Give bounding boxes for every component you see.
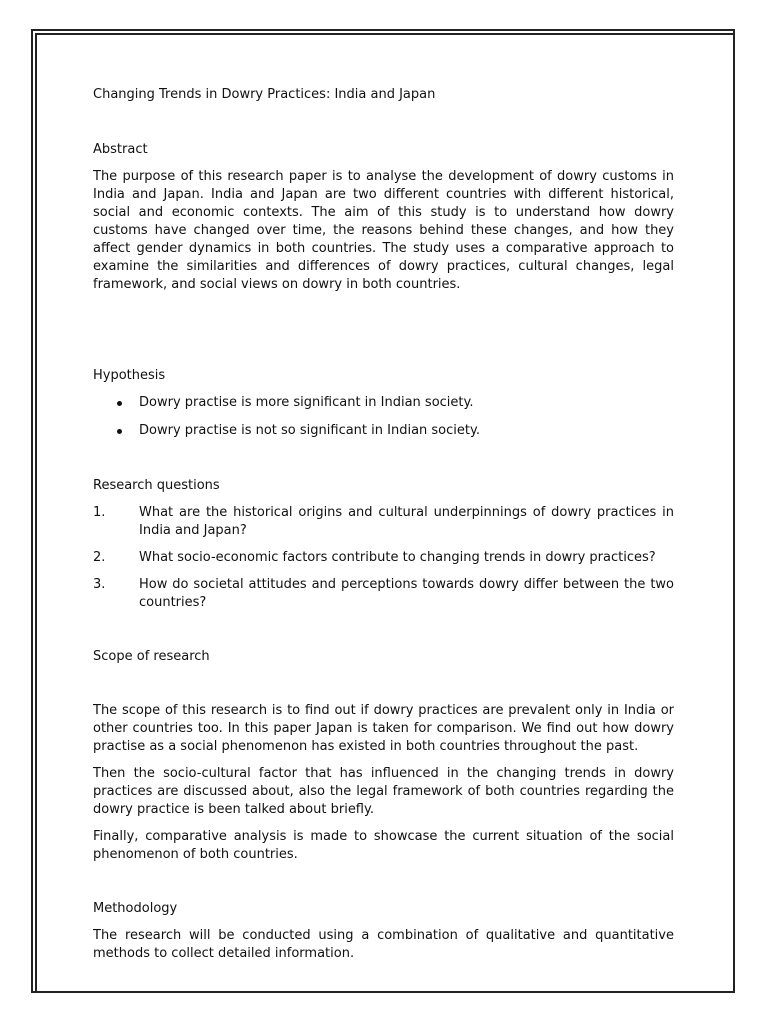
question-text: What are the historical origins and cultural underpinnings of dowry practices in India and Japan? [139,505,674,538]
hypothesis-heading: Hypothesis [93,368,166,383]
bullet-icon [117,401,122,406]
hypothesis-item [93,394,674,412]
abstract-heading: Abstract [93,142,148,157]
question-text: How do societal attitudes and perceptions towards dowry differ between the two countries? [139,577,674,610]
question-number: 1. [93,505,106,520]
research-question-item [93,504,674,540]
research-questions-list [93,504,674,612]
scope-paragraph: The scope of this research is to find out if dowry practices are prevalent only in India or other countries too. In this paper Japan is taken for comparison. We find out how dowry practise as a social phenomenon has existed in both countries throughout the past. [93,703,674,754]
section-spacer [93,621,674,648]
bullet-icon [117,429,122,434]
research-question-item [93,549,674,567]
research-questions-heading: Research questions [93,478,220,493]
hypothesis-list [93,394,674,440]
scope-paragraph: Then the socio-cultural factor that has influenced in the changing trends in dowry practices are discussed about, also the legal framework of both countries regarding the dowry practice is been talked about briefly. [93,766,674,817]
section-spacer [93,675,674,702]
question-text: What socio-economic factors contribute to changing trends in dowry practices? [139,550,656,565]
document-title: Changing Trends in Dowry Practices: India and Japan [93,87,436,102]
hypothesis-item-text: Dowry practise is more significant in Indian society. [139,395,474,410]
research-question-item [93,576,674,612]
methodology-heading: Methodology [93,901,178,916]
hypothesis-item [93,422,674,440]
methodology-text: The research will be conducted using a combination of qualitative and quantitative methods to collect detailed information. [93,928,674,961]
question-number: 2. [93,550,106,565]
scope-heading: Scope of research [93,649,210,664]
hypothesis-item-text: Dowry practise is not so significant in Indian society. [139,423,480,438]
section-spacer [93,450,674,477]
document-body [93,86,674,972]
question-number: 3. [93,577,106,592]
section-spacer [93,303,674,367]
abstract-text: The purpose of this research paper is to analyse the development of dowry customs in India and Japan. India and Japan are two different countries with different historical, social and economic contexts. The aim of this study is to understand how dowry customs have changed over time, the reasons behind these changes, and how they affect gender dynamics in both countries. The study uses a comparative approach to examine the similarities and differences of dowry practices, cultural changes, legal framework, and social views on dowry in both countries. [93,169,674,292]
scope-paragraph: Finally, comparative analysis is made to showcase the current situation of the social phenomenon of both countries. [93,829,674,862]
section-spacer [93,873,674,900]
